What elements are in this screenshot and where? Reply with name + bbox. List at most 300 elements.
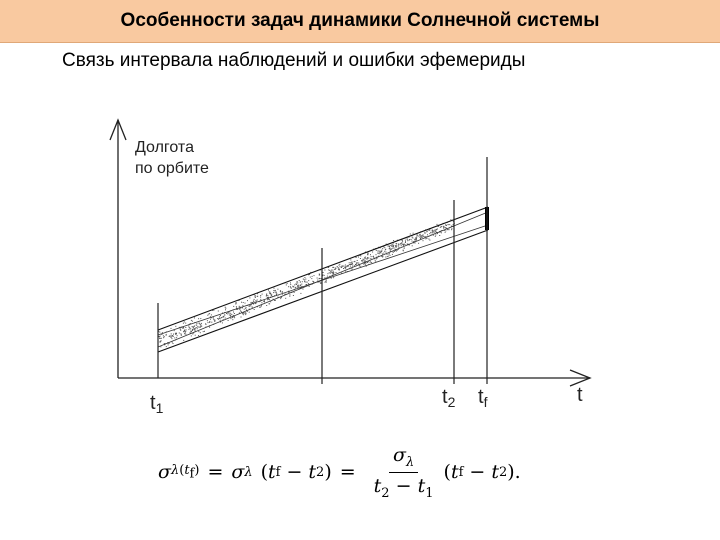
observation-dot — [300, 286, 301, 287]
observation-dot — [180, 329, 181, 330]
observation-dot — [273, 290, 274, 291]
observation-dot — [371, 256, 372, 257]
observation-dot — [304, 281, 305, 282]
observation-dot — [337, 266, 338, 267]
observation-dot — [398, 244, 399, 245]
observation-dot — [439, 235, 440, 236]
observation-dot — [197, 326, 198, 327]
observation-dot — [407, 240, 408, 241]
observation-dot — [230, 315, 231, 316]
observation-dot — [343, 266, 344, 267]
observation-dot — [184, 333, 185, 334]
observation-dot — [345, 271, 346, 272]
observation-dot — [429, 233, 430, 234]
observation-dot — [159, 338, 160, 339]
observation-dot — [384, 251, 385, 252]
observation-dot — [185, 323, 186, 324]
observation-dot — [339, 269, 340, 270]
observation-dot — [425, 238, 426, 239]
observation-dot — [203, 331, 204, 332]
observation-dot — [209, 321, 210, 322]
observation-dot — [401, 242, 402, 243]
observation-dot — [390, 255, 391, 256]
observation-dot — [209, 322, 210, 323]
observation-dot — [387, 254, 388, 255]
observation-dot — [350, 266, 351, 267]
observation-dot — [381, 250, 382, 251]
observation-dot — [252, 302, 253, 303]
observation-dot — [403, 250, 404, 251]
observation-dot — [192, 321, 193, 322]
observation-dot — [297, 287, 298, 288]
observation-dot — [385, 249, 386, 250]
observation-dot — [319, 278, 320, 279]
observation-dot — [420, 235, 421, 236]
observation-dot — [287, 283, 288, 284]
observation-dot — [412, 238, 413, 239]
observation-dot — [289, 294, 290, 295]
observation-dot — [396, 246, 397, 247]
observation-dot — [451, 228, 452, 229]
observation-dot — [280, 298, 281, 299]
observation-dot — [230, 316, 231, 317]
observation-dot — [383, 253, 384, 254]
observation-dot — [163, 335, 164, 336]
observation-dot — [189, 327, 190, 328]
observation-dot — [166, 334, 167, 335]
observation-dot — [268, 299, 269, 300]
observation-dot — [393, 240, 394, 241]
observation-dot — [331, 270, 332, 271]
formula-fraction: $\frac{\sigma_\lambda}{t_2 - t_1}$ — [373, 443, 434, 501]
observation-dot — [390, 245, 391, 246]
tick-label-tf: $t_f$ — [478, 386, 488, 410]
observation-dot — [259, 307, 260, 308]
observation-dot — [186, 329, 187, 330]
observation-dot — [356, 257, 357, 258]
observation-dot — [171, 337, 172, 338]
observation-dot — [276, 294, 277, 295]
x-axis-label: t — [577, 384, 583, 406]
observation-dot — [219, 316, 220, 317]
observation-dot — [236, 306, 237, 307]
observation-dot — [241, 317, 242, 318]
observation-dot — [329, 272, 330, 273]
observation-dot — [295, 287, 296, 288]
observation-dot — [351, 264, 352, 265]
observation-dot — [402, 240, 403, 241]
observation-dot — [231, 314, 232, 315]
observation-dot — [358, 263, 359, 264]
upper-envelope-line — [158, 207, 488, 330]
observation-dot — [393, 252, 394, 253]
observation-dot — [260, 299, 261, 300]
observation-dot — [185, 332, 186, 333]
observation-dot — [220, 315, 221, 316]
observation-dot — [396, 243, 397, 244]
observation-dot — [420, 238, 421, 239]
observation-dot — [338, 267, 339, 268]
observation-dot — [391, 246, 392, 247]
observation-dot — [288, 286, 289, 287]
observation-dot — [341, 266, 342, 267]
observation-scatter — [158, 219, 455, 347]
observation-dot — [160, 342, 161, 343]
observation-dot — [275, 290, 276, 291]
observation-dot — [317, 278, 318, 279]
observation-dot — [254, 299, 255, 300]
observation-dot — [308, 280, 309, 281]
observation-dot — [443, 228, 444, 229]
observation-dot — [335, 269, 336, 270]
tick-label-t1: $t_1$ — [150, 392, 164, 416]
observation-dot — [225, 308, 226, 309]
observation-dot — [192, 330, 193, 331]
observation-dot — [392, 244, 393, 245]
observation-dot — [159, 332, 160, 333]
observation-dot — [276, 292, 277, 293]
observation-dot — [176, 337, 177, 338]
observation-dot — [435, 236, 436, 237]
observation-dot — [364, 261, 365, 262]
observation-dot — [302, 281, 303, 282]
observation-dot — [269, 299, 270, 300]
observation-dot — [380, 251, 381, 252]
observation-dot — [387, 256, 388, 257]
observation-dot — [160, 346, 161, 347]
observation-dot — [370, 262, 371, 263]
observation-dot — [176, 333, 177, 334]
observation-dot — [211, 322, 212, 323]
observation-dot — [323, 272, 324, 273]
observation-dot — [249, 306, 250, 307]
observation-dot — [437, 224, 438, 225]
inner-line-b — [158, 212, 488, 347]
observation-dot — [305, 279, 306, 280]
observation-dot — [307, 282, 308, 283]
observation-dot — [320, 278, 321, 279]
observation-dot — [209, 327, 210, 328]
observation-dot — [266, 294, 267, 295]
observation-dot — [436, 229, 437, 230]
observation-dot — [226, 313, 227, 314]
observation-dot — [177, 335, 178, 336]
observation-dot — [282, 291, 283, 292]
observation-dot — [234, 317, 235, 318]
observation-dot — [339, 270, 340, 271]
observation-dot — [376, 254, 377, 255]
observation-dot — [266, 305, 267, 306]
observation-dot — [422, 235, 423, 236]
observation-dot — [444, 227, 445, 228]
observation-dot — [222, 317, 223, 318]
observation-dot — [198, 331, 199, 332]
observation-dot — [349, 262, 350, 263]
observation-dot — [184, 321, 185, 322]
observation-dot — [417, 234, 418, 235]
observation-dot — [389, 247, 390, 248]
observation-dot — [351, 268, 352, 269]
observation-dot — [169, 336, 170, 337]
observation-dot — [261, 306, 262, 307]
observation-dot — [271, 295, 272, 296]
observation-dot — [348, 265, 349, 266]
observation-dot — [290, 282, 291, 283]
observation-dot — [434, 232, 435, 233]
observation-dot — [373, 257, 374, 258]
observation-dot — [185, 331, 186, 332]
observation-dot — [220, 320, 221, 321]
observation-dot — [404, 248, 405, 249]
observation-dot — [286, 284, 287, 285]
observation-dot — [275, 292, 276, 293]
observation-dot — [405, 241, 406, 242]
observation-dot — [320, 282, 321, 283]
observation-dot — [255, 303, 256, 304]
observation-dot — [362, 261, 363, 262]
observation-dot — [260, 295, 261, 296]
observation-dot — [218, 311, 219, 312]
observation-dot — [363, 259, 364, 260]
observation-dot — [213, 317, 214, 318]
observation-dot — [273, 292, 274, 293]
observation-dot — [395, 245, 396, 246]
observation-dot — [230, 318, 231, 319]
observation-dot — [352, 265, 353, 266]
observation-dot — [171, 333, 172, 334]
observation-dot — [249, 312, 250, 313]
observation-dot — [389, 246, 390, 247]
observation-dot — [413, 233, 414, 234]
observation-dot — [243, 302, 244, 303]
observation-dot — [440, 227, 441, 228]
observation-dot — [299, 280, 300, 281]
observation-dot — [227, 313, 228, 314]
observation-dot — [200, 332, 201, 333]
observation-dot — [207, 315, 208, 316]
observation-dot — [251, 304, 252, 305]
observation-dot — [336, 272, 337, 273]
observation-dot — [194, 329, 195, 330]
observation-dot — [184, 331, 185, 332]
observation-dot — [301, 284, 302, 285]
observation-dot — [345, 265, 346, 266]
observation-dot — [195, 328, 196, 329]
observation-dot — [219, 318, 220, 319]
observation-dot — [255, 295, 256, 296]
observation-dot — [275, 300, 276, 301]
observation-dot — [343, 268, 344, 269]
observation-dot — [267, 295, 268, 296]
observation-dot — [396, 245, 397, 246]
observation-dot — [423, 234, 424, 235]
observation-dot — [233, 306, 234, 307]
observation-dot — [342, 266, 343, 267]
observation-dot — [196, 327, 197, 328]
observation-dot — [445, 230, 446, 231]
observation-dot — [447, 229, 448, 230]
observation-dot — [327, 273, 328, 274]
observation-dot — [245, 303, 246, 304]
observation-dot — [174, 330, 175, 331]
observation-dot — [427, 231, 428, 232]
observation-dot — [430, 232, 431, 233]
observation-dot — [319, 274, 320, 275]
observation-dot — [333, 272, 334, 273]
observation-dot — [418, 243, 419, 244]
observation-dot — [267, 299, 268, 300]
observation-dot — [407, 238, 408, 239]
observation-dot — [384, 247, 385, 248]
observation-dot — [244, 309, 245, 310]
observation-dot — [390, 249, 391, 250]
observation-dot — [297, 285, 298, 286]
observation-dot — [415, 243, 416, 244]
observation-dot — [289, 296, 290, 297]
observation-dot — [412, 245, 413, 246]
observation-dot — [385, 257, 386, 258]
observation-dot — [247, 311, 248, 312]
observation-dot — [234, 313, 235, 314]
observation-dot — [251, 302, 252, 303]
observation-dot — [230, 313, 231, 314]
observation-dot — [293, 295, 294, 296]
observation-dot — [412, 241, 413, 242]
observation-dot — [239, 309, 240, 310]
observation-dot — [379, 253, 380, 254]
observation-dot — [303, 289, 304, 290]
observation-dot — [184, 330, 185, 331]
observation-dot — [194, 326, 195, 327]
observation-dot — [304, 279, 305, 280]
observation-dot — [252, 307, 253, 308]
observation-dot — [358, 257, 359, 258]
observation-dot — [364, 259, 365, 260]
inner-line-a — [158, 225, 488, 335]
observation-dot — [196, 323, 197, 324]
observation-dot — [362, 260, 363, 261]
observation-dot — [306, 284, 307, 285]
observation-dot — [191, 335, 192, 336]
observation-dot — [224, 314, 225, 315]
observation-dot — [325, 282, 326, 283]
observation-dot — [269, 303, 270, 304]
observation-dot — [357, 260, 358, 261]
observation-dot — [182, 328, 183, 329]
observation-dot — [255, 297, 256, 298]
observation-dot — [255, 296, 256, 297]
observation-dot — [171, 328, 172, 329]
observation-dot — [214, 321, 215, 322]
observation-dot — [388, 246, 389, 247]
observation-dot — [266, 296, 267, 297]
observation-dot — [434, 230, 435, 231]
observation-dot — [356, 264, 357, 265]
observation-dot — [449, 224, 450, 225]
observation-dot — [344, 267, 345, 268]
observation-dot — [181, 334, 182, 335]
observation-dot — [409, 239, 410, 240]
observation-dot — [264, 301, 265, 302]
observation-dot — [297, 282, 298, 283]
observation-dot — [211, 314, 212, 315]
observation-dot — [204, 331, 205, 332]
observation-dot — [371, 262, 372, 263]
observation-dot — [205, 323, 206, 324]
observation-dot — [164, 336, 165, 337]
observation-dot — [329, 270, 330, 271]
observation-dot — [345, 268, 346, 269]
observation-dot — [363, 264, 364, 265]
observation-dot — [411, 239, 412, 240]
observation-dot — [229, 313, 230, 314]
observation-dot — [328, 267, 329, 268]
observation-dot — [185, 327, 186, 328]
observation-dot — [328, 269, 329, 270]
observation-dot — [433, 231, 434, 232]
observation-dot — [225, 318, 226, 319]
observation-dot — [392, 248, 393, 249]
observation-dot — [235, 304, 236, 305]
observation-dot — [331, 278, 332, 279]
observation-dot — [268, 290, 269, 291]
observation-dot — [173, 334, 174, 335]
observation-dot — [188, 326, 189, 327]
observation-dot — [254, 301, 255, 302]
observation-dot — [340, 266, 341, 267]
observation-dot — [372, 252, 373, 253]
observation-dot — [326, 280, 327, 281]
observation-dot — [175, 326, 176, 327]
observation-dot — [359, 266, 360, 267]
observation-dot — [445, 227, 446, 228]
observation-dot — [290, 284, 291, 285]
observation-dot — [294, 284, 295, 285]
observation-dot — [360, 266, 361, 267]
observation-dot — [242, 308, 243, 309]
observation-dot — [188, 329, 189, 330]
observation-dot — [377, 253, 378, 254]
observation-dot — [394, 248, 395, 249]
observation-dot — [308, 283, 309, 284]
observation-dot — [400, 244, 401, 245]
observation-dot — [172, 342, 173, 343]
observation-dot — [366, 258, 367, 259]
observation-dot — [388, 256, 389, 257]
observation-dot — [368, 253, 369, 254]
observation-dot — [403, 244, 404, 245]
observation-dot — [391, 245, 392, 246]
observation-dot — [296, 282, 297, 283]
observation-dot — [232, 319, 233, 320]
observation-dot — [225, 309, 226, 310]
observation-dot — [200, 318, 201, 319]
observation-dot — [236, 302, 237, 303]
observation-dot — [332, 267, 333, 268]
observation-dot — [192, 329, 193, 330]
observation-dot — [260, 307, 261, 308]
y-axis-label — [135, 137, 209, 179]
observation-dot — [429, 230, 430, 231]
observation-dot — [373, 256, 374, 257]
observation-dot — [260, 297, 261, 298]
observation-dot — [261, 302, 262, 303]
observation-dot — [171, 335, 172, 336]
observation-dot — [197, 328, 198, 329]
observation-dot — [294, 292, 295, 293]
observation-dot — [270, 293, 271, 294]
observation-dot — [194, 317, 195, 318]
